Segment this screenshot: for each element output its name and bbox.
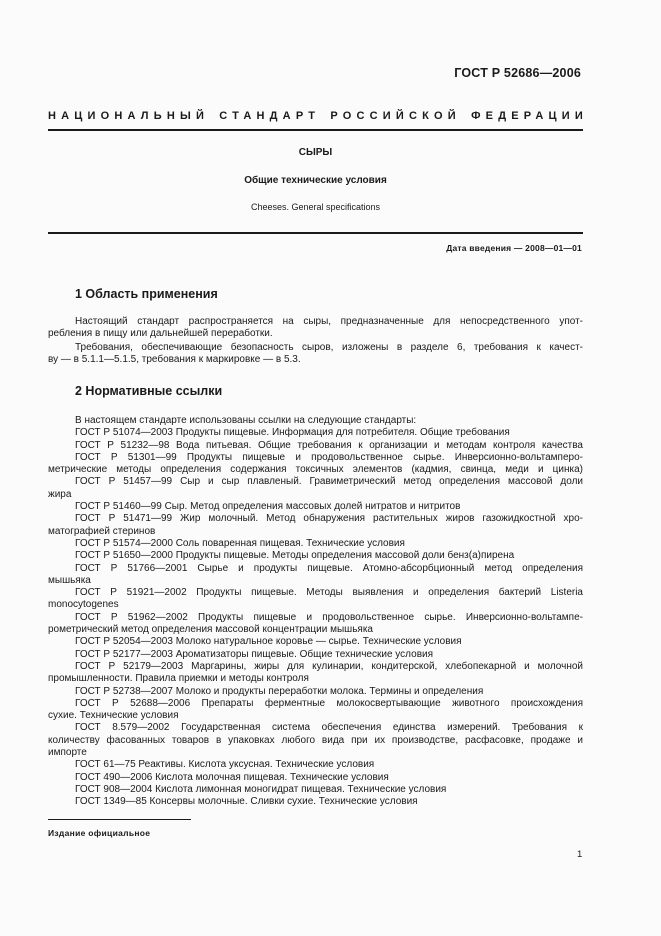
text-line: Настоящий стандарт распространяется на сыры, предназначенные для непосредственного упот-: [75, 316, 583, 327]
text-line: ребления в пищу или дальнейшей переработки.: [48, 328, 273, 340]
footer-divider: [48, 819, 191, 820]
reference-line: ГОСТ Р 51650—2000 Продукты пищевые. Методы определения массовой доли бенз(а)пирена: [75, 550, 515, 562]
section-heading-normative-references: 2 Нормативные ссылки: [75, 384, 223, 398]
reference-line: ГОСТ 61—75 Реактивы. Кислота уксусная. Технические условия: [75, 759, 375, 771]
reference-line: ГОСТ Р 51232—98 Вода питьевая. Общие требования к организации и методам контроля качества: [75, 439, 583, 451]
reference-line: мышьяка: [48, 574, 91, 586]
reference-line: ГОСТ Р 52054—2003 Молоко натуральное коровье — сырье. Технические условия: [75, 636, 462, 648]
scope-paragraph: [48, 316, 583, 341]
document-number: ГОСТ Р 52686—2006: [454, 66, 581, 80]
reference-line: импорте: [48, 747, 87, 759]
text-line: ву — в 5.1.1—5.1.5, требования к маркировке — в 5.3.: [48, 354, 301, 366]
reference-line: ГОСТ Р 52688—2006 Препараты ферментные молокосвертывающие животного происхождения: [75, 697, 583, 709]
reference-line: ГОСТ Р 51074—2003 Продукты пищевые. Информация для потребителя. Общие требования: [75, 427, 510, 439]
banner-word: НАЦИОНАЛЬНЫЙ: [48, 110, 210, 122]
reference-line: ГОСТ Р 51921—2002 Продукты пищевые. Методы выявления и определения бактерий Listeria: [75, 587, 583, 599]
banner-word: ФЕДЕРАЦИИ: [471, 110, 588, 122]
reference-line: ГОСТ 908—2004 Кислота лимонная моногидрат пищевая. Технические условия: [75, 783, 447, 795]
reference-line: метрические методы определения содержания токсичных элементов (кадмия, свинца, меди и цинка): [48, 464, 583, 476]
reference-line: ГОСТ Р 51460—99 Сыр. Метод определения массовых долей нитратов и нитритов: [75, 501, 461, 513]
document-title-english: Cheeses. General specifications: [250, 202, 381, 212]
banner-word: РОССИЙСКОЙ: [330, 110, 461, 122]
reference-line: ГОСТ Р 51457—99 Сыр и сыр плавленый. Гравиметрический метод определения массовой доли: [75, 476, 583, 488]
reference-line: ГОСТ Р 51962—2002 Продукты пищевые и продовольственное сырье. Инверсионно-вольтампе-: [75, 611, 583, 623]
reference-line: monocytogenes: [48, 599, 119, 611]
normative-references-list: [48, 415, 583, 809]
reference-line: жира: [48, 488, 72, 500]
reference-line: В настоящем стандарте использованы ссылки на следующие стандарты:: [75, 415, 417, 426]
reference-line: ГОСТ Р 51301—99 Продукты пищевые и продовольственное сырье. Инверсионно-вольтамперо-: [75, 451, 583, 463]
reference-line: ГОСТ Р 52177—2003 Ароматизаторы пищевые. Общие технические условия: [75, 648, 434, 660]
national-standard-banner: [48, 110, 588, 122]
official-edition-label: Издание официальное: [48, 828, 151, 838]
document-title: СЫРЫ: [298, 147, 333, 158]
page-number: 1: [577, 849, 583, 860]
top-divider: [48, 129, 583, 131]
reference-line: рометрический метод определения массовой концентрации мышьяка: [48, 624, 373, 636]
reference-line: ГОСТ Р 51766—2001 Сырье и продукты пищевые. Атомно-абсорбционный метод определения: [75, 562, 583, 574]
reference-line: матографией стеринов: [48, 525, 156, 537]
reference-line: ГОСТ Р 51471—99 Жир молочный. Метод обнаружения растительных жиров газожидкостной хро-: [75, 513, 583, 525]
reference-line: ГОСТ 8.579—2002 Государственная система обеспечения единства измерений. Требования к: [75, 722, 583, 734]
reference-line: ГОСТ Р 52738—2007 Молоко и продукты переработки молока. Термины и определения: [75, 685, 484, 697]
safety-paragraph: [48, 342, 583, 367]
text-line: Требования, обеспечивающие безопасность сыров, изложены в разделе 6, требования к качест-: [75, 342, 583, 353]
reference-line: ГОСТ Р 51574—2000 Соль поваренная пищевая. Технические условия: [75, 537, 405, 549]
reference-line: сухие. Технические условия: [48, 710, 179, 722]
section-heading-scope: 1 Область применения: [75, 287, 218, 301]
document-subtitle: Общие технические условия: [244, 175, 387, 186]
introduction-date: Дата введения — 2008—01—01: [446, 243, 582, 253]
reference-line: ГОСТ 490—2006 Кислота молочная пищевая. Технические условия: [75, 771, 389, 783]
reference-line: ГОСТ 1349—85 Консервы молочные. Сливки сухие. Технические условия: [75, 796, 418, 808]
banner-word: СТАНДАРТ: [219, 110, 321, 122]
reference-line: промышленности. Правила приемки и методы контроля: [48, 673, 309, 685]
title-divider: [48, 232, 583, 234]
reference-line: количеству фасованных товаров в упаковках любого вида при их производстве, расфасовке, продаже и: [48, 734, 583, 746]
reference-line: ГОСТ Р 52179—2003 Маргарины, жиры для кулинарии, кондитерской, хлебопекарной и молочной: [75, 660, 583, 672]
